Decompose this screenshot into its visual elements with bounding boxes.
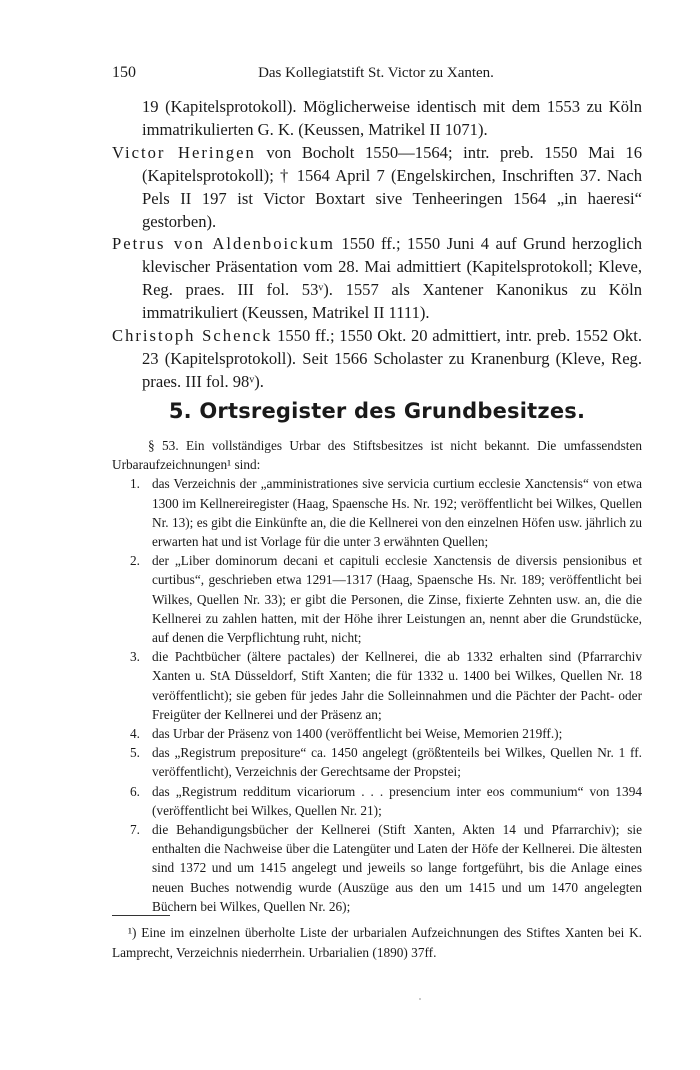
list-item: [112, 647, 642, 724]
list-item: [112, 474, 642, 551]
item-number: 7.: [130, 822, 140, 838]
list-item: [112, 724, 642, 743]
list-item: [112, 782, 642, 820]
list-item: [112, 820, 642, 916]
list-item: [112, 743, 642, 781]
entry-text: von Bocholt 1550—1564; intr. preb. 1550 Mai 16 (Kapitelsprotokoll); † 1564 April 7 (Engelskirchen, Inschriften 37. Nach Pels II 197 ist Victor Boxtart sive Tenheeringen 1564 „in haeresi“ gestorben).: [142, 142, 642, 231]
page-speck: [419, 998, 421, 1000]
footnote: ¹) Eine im einzelnen überholte Liste der urbarialen Aufzeichnungen des Stiftes Xanten bei K. Lamprecht, Verzeichnis niederrhein. Urbarialien (1890) 37ff.: [112, 925, 642, 960]
entry-name: Victor Heringen: [112, 142, 256, 162]
list-item: [112, 551, 642, 647]
section-intro: § 53. Ein vollständiges Urbar des Stiftsbesitzes ist nicht bekannt. Die umfassendsten Urbaraufzeichnungen¹ sind:: [112, 438, 642, 473]
entry-name: Christoph Schenck: [112, 326, 273, 346]
item-number: 1.: [130, 476, 140, 492]
item-text: das „Registrum prepositure“ ca. 1450 angelegt (größtenteils bei Wilkes, Quellen Nr. 1 ff. veröffentlicht), Verzeichnis der Gerechtsame der Propstei;: [152, 745, 642, 780]
section-body: [112, 436, 642, 916]
section-title: 5. Ortsregister des Grundbesitzes.: [168, 399, 586, 423]
item-text: die Behandigungsbücher der Kellnerei (Stift Xanten, Akten 14 und Pfarrarchiv); sie enthalten die Nachweise über die Latengüter und Laten der Höfe der Kellnerei. Die ältesten sind 1372 und um 1415 angelegt und jeweils so lange fortgeführt, bis die Anlage eines neuen Buches notwendig wurde (Auszüge aus den um 1415 und um 1470 angelegten Büchern bei Wilkes, Quellen Nr. 26);: [152, 822, 642, 914]
canon-entries: [112, 96, 642, 394]
item-text: das „Registrum redditum vicariorum . . . presencium inter eos communium“ von 1394 (veröffentlicht bei Wilkes, Quellen Nr. 21);: [152, 783, 642, 818]
entry-name: Petrus von Aldenboickum: [112, 234, 335, 254]
entry-text: 1550 ff.; 1550 Okt. 20 admittiert, intr. preb. 1552 Okt. 23 (Kapitelsprotokoll). Seit 1566 Scholaster zu Kranenburg (Kleve, Reg. praes. III fol. 98ᵛ).: [142, 326, 642, 391]
item-text: das Urbar der Präsenz von 1400 (veröffentlicht bei Weise, Memorien 219ff.);: [152, 726, 563, 742]
item-number: 6.: [130, 783, 140, 799]
item-number: 2.: [130, 553, 140, 569]
running-head: [112, 64, 640, 84]
running-title: Das Kollegiatstift St. Victor zu Xanten.: [258, 65, 494, 81]
footnote-divider: [112, 915, 170, 916]
entry-continuation: [112, 96, 642, 142]
entry-text: 1550 ff.; 1550 Juni 4 auf Grund herzoglich klevischer Präsentation vom 28. Mai admittiert (Kapitelsprotokoll; Kleve, Reg. praes. III fol. 53ᵛ). 1557 als Xantener Kanonikus zu Köln immatrikuliert (Keussen, Matrikel II 1111).: [142, 234, 642, 323]
entry-text: 19 (Kapitelsprotokoll). Möglicherweise identisch mit dem 1553 zu Köln immatrikulierten G. K. (Keussen, Matrikel II 1071).: [142, 97, 642, 139]
entry-heringen: [112, 142, 642, 234]
item-text: das Verzeichnis der „amministrationes sive servicia curtium ecclesie Xanctensis“ von etwa 1300 im Kellnereiregister (Haag, Spaensche Hs. Nr. 192; veröffentlicht bei Wilkes, Quellen Nr. 13); es gibt die Einkünfte an, die die Kellnerei von den einzelnen Höfen usw. jährlich zu erwarten hat und ist Vorlage für die unter 3 erwähnten Quellen;: [152, 476, 642, 550]
item-number: 4.: [130, 726, 140, 742]
sources-list: [112, 474, 642, 916]
entry-aldenboickum: [112, 233, 642, 325]
item-number: 5.: [130, 745, 140, 761]
page-number: 150: [112, 64, 136, 81]
item-text: die Pachtbücher (ältere pactales) der Kellnerei, die ab 1332 erhalten sind (Pfarrarchiv Xanten u. StA Düsseldorf, Stift Xanten; die für 1332 u. 1400 bei Wilkes, Quellen Nr. 18 veröffentlicht); sie geben für jedes Jahr die Solleinnahmen und die Pächter der Pacht- oder Freigüter der Kellnerei und der Präsenz an;: [152, 649, 642, 722]
item-number: 3.: [130, 649, 140, 665]
entry-schenck: [112, 325, 642, 394]
item-text: der „Liber dominorum decani et capituli ecclesie Xanctensis de diversis pensionibus et curtibus“, geschrieben etwa 1291—1317 (Haag, Spaensche Hs. Nr. 189; veröffentlicht bei Wilkes, Quellen Nr. 33); er gibt die Personen, die Zinse, fixierte Zehnten usw. an, die die Kellnerei zu zahlen hatten, mit der Höhe ihrer Leistungen an, nennt aber die Grundstücke, auf denen die Verpflichtung ruht, nicht;: [152, 553, 642, 646]
